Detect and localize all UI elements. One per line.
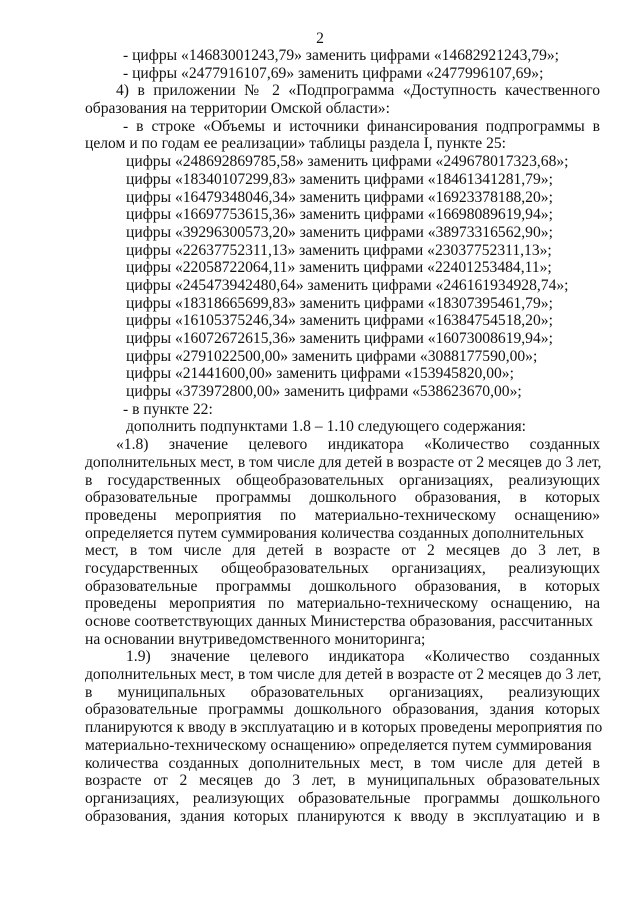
text-line: цифры «373972800,00» заменить цифрами «538623670,00»; — [126, 383, 522, 401]
text-line: 1.9) значение целевого индикатора «Количество созданных — [126, 648, 600, 666]
text-line: цифры «22058722064,11» заменить цифрами «22401253484,11»; — [126, 259, 552, 277]
page-number: 2 — [316, 30, 324, 47]
text-line: цифры «248692869785,58» заменить цифрами «249678017323,68»; — [126, 153, 569, 171]
document-body — [85, 47, 603, 825]
text-line: планируются к вводу в эксплуатацию и в которых проведены мероприятия по — [85, 719, 603, 737]
text-line: цифры «16479348046,34» заменить цифрами «16923378188,20»; — [126, 188, 553, 206]
text-line: цифры «39296300573,20» заменить цифрами «38973316562,90»; — [126, 223, 553, 241]
text-line: в муниципальных образовательных организациях, реализующих — [85, 683, 600, 701]
text-line: образовательные программы дошкольного образования, в которых — [85, 489, 600, 507]
text-line: основе соответствующих данных Министерства образования, рассчитанных — [85, 613, 593, 630]
text-line: образования, здания которых планируются к вводу в эксплуатацию и в — [85, 807, 600, 825]
text-line: цифры «18340107299,83» заменить цифрами «18461341281,79»; — [126, 170, 553, 188]
text-line: государственных общеобразовательных организациях, реализующих — [85, 559, 600, 577]
text-line: материально-техническому оснащению» определяется путем суммирования — [85, 736, 592, 754]
text-line: проведены мероприятия по материально-техническому оснащению» — [85, 506, 600, 524]
text-line: цифры «22637752311,13» заменить цифрами «23037752311,13»; — [126, 241, 552, 259]
text-line: цифры «18318665699,83» заменить цифрами «18307395461,79»; — [126, 294, 553, 312]
text-line: цифры «16072672615,36» заменить цифрами «16073008619,94»; — [126, 330, 553, 347]
text-line: дополнительных мест, в том числе для детей в возрасте от 2 месяцев до 3 лет, — [85, 666, 602, 684]
text-line: мест, в том числе для детей в возрасте от 2 месяцев до 3 лет, в — [85, 542, 600, 560]
text-line: на основании внутриведомственного мониторинга; — [85, 630, 426, 648]
text-line: - цифры «2477916107,69» заменить цифрами «2477996107,69»; — [123, 64, 544, 82]
text-line: дополнительных мест, в том числе для детей в возрасте от 2 месяцев до 3 лет, — [85, 453, 602, 471]
text-line: возрасте от 2 месяцев до 3 лет, в муниципальных образовательных — [85, 772, 600, 790]
text-line: цифры «21441600,00» заменить цифрами «153945820,00»; — [126, 365, 514, 383]
text-line: - цифры «14683001243,79» заменить цифрами «14682921243,79»; — [123, 47, 560, 64]
text-line: образовательные программы дошкольного образования, здания которых — [85, 701, 600, 719]
text-line: образовательные программы дошкольного образования, в которых — [85, 577, 600, 595]
text-line: организациях, реализующих образовательные программы дошкольного — [85, 789, 600, 807]
text-line: в государственных общеобразовательных организациях, реализующих — [85, 471, 600, 489]
text-line: 4) в приложении № 2 «Подпрограмма «Доступность качественного — [116, 82, 600, 100]
text-line: цифры «16105375246,34» заменить цифрами «16384754518,20»; — [126, 312, 553, 330]
text-line: цифры «2791022500,00» заменить цифрами «3088177590,00»; — [126, 347, 538, 365]
text-line: - в пункте 22: — [123, 400, 213, 418]
text-line: цифры «245473942480,64» заменить цифрами «246161934928,74»; — [126, 276, 569, 294]
text-line: проведены мероприятия по материально-техническому оснащению, на — [85, 595, 600, 613]
text-line: целом и по годам ее реализации» таблицы раздела I, пункте 25: — [85, 135, 507, 153]
text-line: образования на территории Омской области»: — [85, 100, 390, 118]
text-line: определяется путем суммирования количества созданных дополнительных — [85, 524, 584, 542]
text-line: - в строке «Объемы и источники финансирования подпрограммы в — [123, 117, 600, 135]
text-line: дополнить подпунктами 1.8 – 1.10 следующего содержания: — [126, 418, 527, 436]
text-line: «1.8) значение целевого индикатора «Количество созданных — [116, 436, 600, 454]
text-line: количества созданных дополнительных мест, в том числе для детей в — [85, 754, 600, 772]
text-line: цифры «16697753615,36» заменить цифрами «16698089619,94»; — [126, 206, 553, 224]
